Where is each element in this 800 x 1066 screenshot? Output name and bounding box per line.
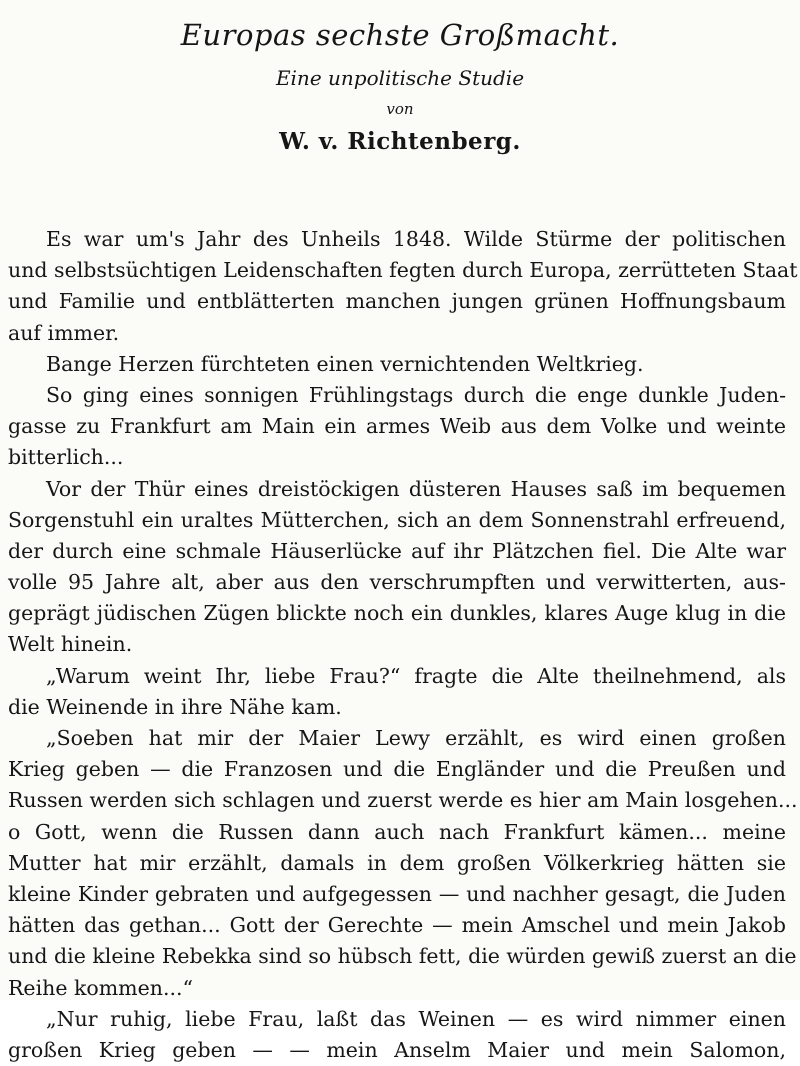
text-line: die Weinende in ihre Nähe kam.: [8, 694, 342, 719]
text-line: Es war um's Jahr des Unheils 1848. Wilde Stürme der politischen: [46, 227, 786, 251]
text-line: auf immer.: [8, 320, 120, 345]
text-line: bitterlich...: [8, 445, 124, 470]
article-subtitle: Eine unpolitische Studie: [275, 66, 525, 90]
text-line: Bange Herzen fürchteten einen vernichtenden Weltkrieg.: [46, 351, 644, 376]
text-line: und selbstsüchtigen Leidenschaften fegten durch Europa, zerrütteten Staat: [8, 258, 798, 283]
text-line: Welt hinein.: [8, 632, 133, 657]
text-line: Krieg geben — die Franzosen und die Engländer und die Preußen und: [8, 757, 786, 782]
article-body: [8, 224, 798, 1066]
text-line: gasse zu Frankfurt am Main ein armes Weib aus dem Volke und weinte: [8, 414, 786, 439]
text-line: „Soeben hat mir der Maier Lewy erzählt, es wird einen großen: [46, 726, 786, 750]
text-line: geprägt jüdischen Zügen blickte noch ein dunkles, klares Auge klug in die: [8, 601, 786, 626]
text-line: Reihe kommen...“: [8, 975, 193, 1000]
article-title: Europas sechste Großmacht.: [180, 18, 620, 52]
text-line: „Nur ruhig, liebe Frau, laßt das Weinen — es wird nimmer einen: [46, 1006, 786, 1031]
text-line: großen Krieg geben — — mein Anselm Maier und mein Salomon,: [8, 1037, 786, 1062]
text-line: Russen werden sich schlagen und zuerst werde es hier am Main losgehen...: [8, 788, 798, 813]
text-line: Mutter hat mir erzählt, damals in dem großen Völkerkrieg hätten sie: [8, 850, 786, 875]
byline-von: von: [386, 100, 414, 118]
text-line: und Familie und entblätterten manchen jungen grünen Hoffnungsbaum: [8, 289, 786, 314]
text-line: hätten das gethan... Gott der Gerechte — mein Amschel und mein Jakob: [8, 913, 786, 938]
text-line: So ging eines sonnigen Frühlingstags durch die enge dunkle Juden-: [46, 382, 786, 407]
text-line: volle 95 Jahre alt, aber aus den verschrumpften und verwitterten, aus-: [8, 570, 786, 595]
text-line: der durch eine schmale Häuserlücke auf ihr Plätzchen fiel. Die Alte war: [8, 538, 786, 563]
text-line: „Warum weint Ihr, liebe Frau?“ fragte die Alte theilnehmend, als: [46, 663, 786, 688]
text-line: und die kleine Rebekka sind so hübsch fett, die würden gewiß zuerst an die: [8, 944, 797, 969]
text-line: kleine Kinder gebraten und aufgegessen — und nachher gesagt, die Juden: [8, 881, 786, 906]
text-line: o Gott, wenn die Russen dann auch nach Frankfurt kämen... meine: [8, 819, 786, 844]
text-line: Vor der Thür eines dreistöckigen düsteren Hauses saß im bequemen: [46, 476, 786, 501]
text-line: Sorgenstuhl ein uraltes Mütterchen, sich an dem Sonnenstrahl erfreuend,: [8, 507, 786, 532]
author-name: W. v. Richtenberg.: [279, 128, 521, 155]
